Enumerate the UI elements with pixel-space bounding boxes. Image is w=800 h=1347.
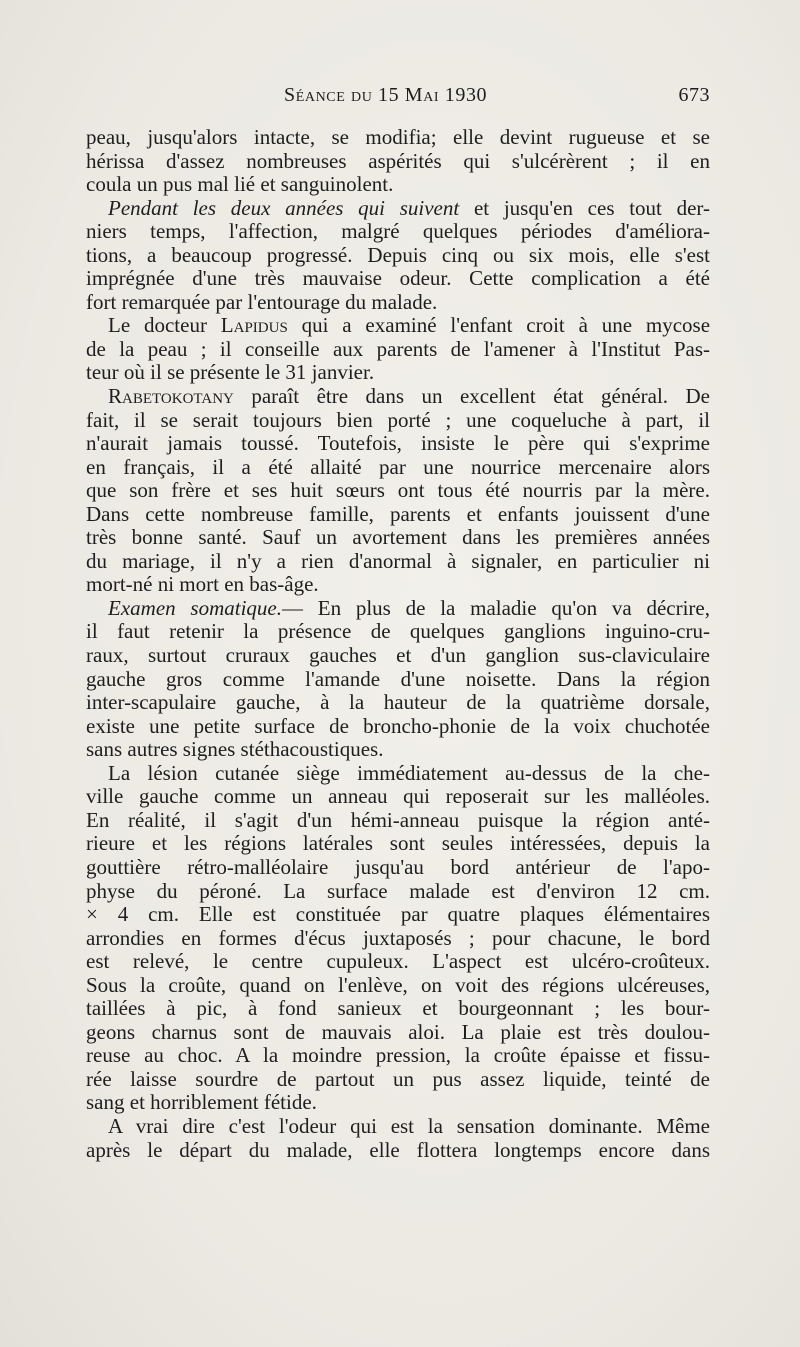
- text-line: sang et horriblement fétide.: [86, 1090, 317, 1115]
- text-line: reuse au choc. A la moindre pression, la croûte épaisse et fissu-: [86, 1043, 710, 1068]
- text-line: très bonne santé. Sauf un avortement dans les premières années: [86, 525, 710, 550]
- text-fragment: et jusqu'en ces tout der-: [473, 195, 710, 220]
- text-line: de la peau ; il conseille aux parents de l'amener à l'Institut Pas-: [86, 336, 710, 361]
- italic-phrase: Examen somatique.: [108, 595, 282, 620]
- text-line: En réalité, il s'agit d'un hémi-anneau puisque la région anté-: [86, 807, 710, 832]
- text-line: en français, il a été allaité par une nourrice mercenaire alors: [86, 454, 710, 479]
- page-number: 673: [678, 84, 710, 106]
- text-fragment: paraît être dans un excellent état général. De: [251, 384, 710, 409]
- text-line: [86, 385, 710, 409]
- text-line: existe une petite surface de broncho-phonie de la voix chuchotée: [86, 713, 710, 738]
- text-line: [86, 314, 710, 338]
- text-line: gouttière rétro-malléolaire jusqu'au bord antérieur de l'apo-: [86, 854, 710, 879]
- running-head: [86, 84, 710, 114]
- text-line: Dans cette nombreuse famille, parents et enfants jouissent d'une: [86, 501, 710, 526]
- text-line: niers temps, l'affection, malgré quelques périodes d'améliora-: [86, 219, 710, 244]
- text-line: fait, il se serait toujours bien porté ; une coqueluche à part, il: [86, 407, 710, 432]
- text-line: arrondies en formes d'écus juxtaposés ; pour chacune, le bord: [86, 925, 710, 950]
- person-name: Lapidus: [220, 313, 288, 338]
- person-name: Rabetokotany: [108, 384, 234, 409]
- text-line: ville gauche comme un anneau qui reposerait sur les malléoles.: [86, 784, 710, 809]
- body-text: [86, 126, 710, 1162]
- text-line: il faut retenir la présence de quelques ganglions inguino-cru-: [86, 619, 710, 644]
- text-line: La lésion cutanée siège immédiatement au-dessus de la che-: [108, 760, 710, 785]
- text-line: sans autres signes stéthacoustiques.: [86, 737, 384, 762]
- text-fragment: Le docteur: [108, 313, 207, 338]
- text-line: imprégnée d'une très mauvaise odeur. Cette complication a été: [86, 266, 710, 291]
- running-title: Séance du 15 Mai 1930: [284, 84, 488, 106]
- text-line: physe du péroné. La surface malade est d'environ 12 cm.: [86, 878, 710, 903]
- italic-phrase: Pendant les deux années qui suivent: [108, 195, 460, 220]
- text-line: [86, 197, 710, 221]
- text-line: gauche gros comme l'amande d'une noisette. Dans la région: [86, 666, 710, 691]
- text-line: × 4 cm. Elle est constituée par quatre plaques élémentaires: [86, 902, 710, 927]
- text-line: du mariage, il n'y a rien d'anormal à signaler, en particulier ni: [86, 548, 710, 573]
- text-line: A vrai dire c'est l'odeur qui est la sensation dominante. Même: [108, 1113, 710, 1138]
- text-line: geons charnus sont de mauvais aloi. La plaie est très doulou-: [86, 1019, 710, 1044]
- text-line: taillées à pic, à fond sanieux et bourgeonnant ; les bour-: [86, 996, 710, 1021]
- text-fragment: qui a examiné l'enfant croit à une mycose: [301, 313, 711, 338]
- text-line: [86, 597, 710, 621]
- text-line: est relevé, le centre cupuleux. L'aspect est ulcéro-croûteux.: [86, 949, 710, 974]
- text-line: que son frère et ses huit sœurs ont tous été nourris par la mère.: [86, 478, 710, 503]
- text-line: n'aurait jamais toussé. Toutefois, insiste le père qui s'exprime: [86, 431, 710, 456]
- text-line: fort remarquée par l'entourage du malade.: [86, 289, 438, 314]
- text-line: rée laisse sourdre de partout un pus assez liquide, teinté de: [86, 1066, 710, 1091]
- text-line: raux, surtout cruraux gauches et d'un ganglion sus-claviculaire: [86, 643, 710, 668]
- text-line: mort-né ni mort en bas-âge.: [86, 572, 319, 597]
- text-line: tions, a beaucoup progressé. Depuis cinq ou six mois, elle s'est: [86, 242, 710, 267]
- text-line: teur où il se présente le 31 janvier.: [86, 360, 375, 385]
- text-line: rieure et les régions latérales sont seules intéressées, depuis la: [86, 831, 710, 856]
- text-line: inter-scapulaire gauche, à la hauteur de la quatrième dorsale,: [86, 690, 710, 715]
- text-line: hérissa d'assez nombreuses aspérités qui s'ulcérèrent ; il en: [86, 148, 710, 173]
- text-line: peau, jusqu'alors intacte, se modifia; elle devint rugueuse et se: [86, 125, 710, 149]
- text-line: coula un pus mal lié et sanguinolent.: [86, 172, 394, 197]
- text-fragment: — En plus de la maladie qu'on va décrire,: [281, 595, 710, 620]
- text-line: Sous la croûte, quand on l'enlève, on voit des régions ulcéreuses,: [86, 972, 710, 997]
- text-line: après le départ du malade, elle flottera longtemps encore dans: [86, 1137, 710, 1162]
